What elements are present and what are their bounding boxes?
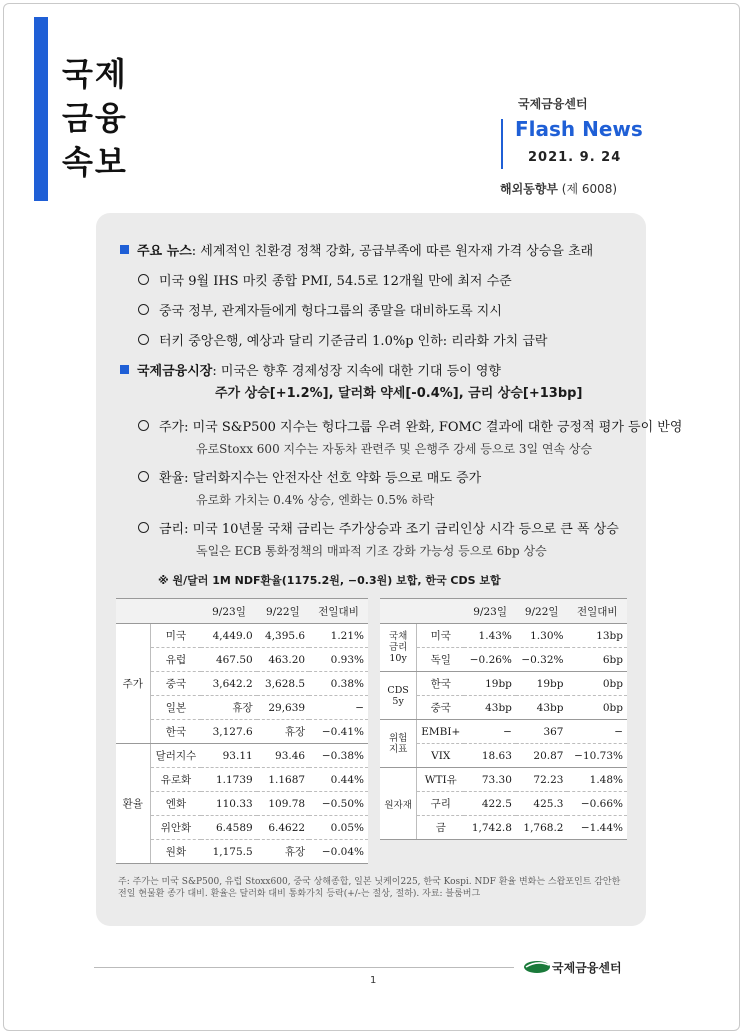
category-cell: CDS 5y: [380, 672, 417, 720]
market-item: 주가: 미국 S&P500 지수는 헝다그룹 우려 완화, FOMC 결과에 대한 긍정적 평가 등이 반영: [138, 416, 682, 435]
col-header: 9/22일: [516, 599, 568, 624]
table-row: 주가 미국 4,449.0 4,395.6 1.21%: [116, 624, 368, 648]
circle-bullet-icon: [138, 334, 149, 345]
news-item: 미국 9월 IHS 마킷 종합 PMI, 54.5로 12개월 만에 최저 수준: [138, 270, 512, 289]
org-name: 국제금융센터: [518, 97, 588, 111]
market-line: 국제금융시장: 미국은 향후 경제성장 지속에 대한 기대 등이 영향: [120, 360, 501, 379]
title-line-2: 금융: [62, 99, 128, 137]
circle-bullet-icon: [138, 304, 149, 315]
title-line-1: 국제: [62, 55, 128, 93]
market-subitem: 유로Stoxx 600 지수는 자동차 관련주 및 은행주 강세 등으로 3일 연속 상승: [196, 442, 593, 456]
col-header: 9/23일: [464, 599, 516, 624]
market-item: 금리: 미국 10년물 국채 금리는 주가상승과 조기 금리인상 시각 등으로 큰 폭 상승: [138, 518, 619, 537]
main-news-line: 주요 뉴스: 세계적인 친환경 정책 강화, 공급부족에 따른 원자재 가격 상승을 초래: [120, 240, 593, 259]
category-cell: 원자재: [380, 768, 417, 840]
circle-bullet-icon: [138, 274, 149, 285]
table-row: 원자재 WTI유 73.30 72.23 1.48%: [380, 768, 627, 792]
col-header: 전일대비: [567, 599, 627, 624]
department: 해외동향부 (제 6008): [500, 182, 618, 196]
market-subitem: 독일은 ECB 통화정책의 매파적 기조 강화 가능성 등으로 6bp 상승: [196, 544, 547, 558]
footnote: 주: 주가는 미국 S&P500, 유럽 Stoxx600, 중국 상해종합, 일본 닛케이225, 한국 Kospi. NDF 환율 변화는 스왑포인트 감안한 전일 현물환 종가 대비. 환율은 달러화 대비 통화가치 등락(+/-는 절상, 절하). 자료: 블룸버그: [118, 877, 621, 899]
col-header: 전일대비: [309, 599, 368, 624]
table-row: 구리 422.5 425.3 −0.66%: [380, 792, 627, 816]
table-row: 환율 달러지수 93.11 93.46 −0.38%: [116, 744, 368, 768]
table-row: 엔화 110.33 109.78 −0.50%: [116, 792, 368, 816]
category-cell: 환율: [116, 744, 150, 864]
right-market-table: [380, 598, 627, 840]
table-row: 유럽 467.50 463.20 0.93%: [116, 648, 368, 672]
footer-divider: [94, 967, 514, 968]
table-row: 독일 −0.26% −0.32% 6bp: [380, 648, 627, 672]
col-header: 9/23일: [201, 599, 256, 624]
table-row: 금 1,742.8 1,768.2 −1.44%: [380, 816, 627, 840]
table-row: 중국 3,642.2 3,628.5 0.38%: [116, 672, 368, 696]
logo-text: 국제금융센터: [552, 961, 622, 975]
flash-news-label: Flash News: [515, 117, 643, 141]
table-row: 유로화 1.1739 1.1687 0.44%: [116, 768, 368, 792]
page-title: [62, 52, 128, 184]
divider-line: [501, 119, 503, 169]
left-market-table: [116, 598, 368, 864]
issue-date: 2021. 9. 24: [528, 150, 622, 165]
table-row: 원화 1,175.5 휴장 −0.04%: [116, 840, 368, 864]
market-item: 환율: 달러화지수는 안전자산 선호 약화 등으로 매도 증가: [138, 467, 481, 486]
accent-bar: [34, 17, 48, 201]
table-row: VIX 18.63 20.87 −10.73%: [380, 744, 627, 768]
square-bullet-icon: [120, 365, 129, 374]
category-cell: 위험 지표: [380, 720, 417, 768]
news-item: 중국 정부, 관계자들에게 헝다그룹의 종말을 대비하도록 지시: [138, 300, 502, 319]
table-row: 일본 휴장 29,639 −: [116, 696, 368, 720]
market-headline: 주가 상승[+1.2%], 달러화 약세[-0.4%], 금리 상승[+13bp]: [215, 386, 583, 401]
kcif-logo-icon: [523, 958, 551, 974]
table-row: 중국 43bp 43bp 0bp: [380, 696, 627, 720]
table-row: 위험 지표 EMBI+ − 367 −: [380, 720, 627, 744]
table-row: 위안화 6.4589 6.4622 0.05%: [116, 816, 368, 840]
square-bullet-icon: [120, 245, 129, 254]
table-row: CDS 5y 한국 19bp 19bp 0bp: [380, 672, 627, 696]
circle-bullet-icon: [138, 471, 149, 482]
category-cell: 국채 금리 10y: [380, 624, 417, 672]
table-row: 한국 3,127.6 휴장 −0.41%: [116, 720, 368, 744]
table-row: 국채 금리 10y 미국 1.43% 1.30% 13bp: [380, 624, 627, 648]
ndf-note: ※ 원/달러 1M NDF환율(1175.2원, −0.3원) 보합, 한국 CDS 보합: [158, 574, 501, 587]
news-item: 터키 중앙은행, 예상과 달리 기준금리 1.0%p 인하: 리라화 가치 급락: [138, 330, 547, 349]
circle-bullet-icon: [138, 420, 149, 431]
title-line-3: 속보: [62, 143, 128, 181]
circle-bullet-icon: [138, 522, 149, 533]
category-cell: 주가: [116, 624, 150, 744]
market-subitem: 유로화 가치는 0.4% 상승, 엔화는 0.5% 하락: [196, 493, 435, 507]
page-number: 1: [370, 975, 377, 986]
col-header: 9/22일: [257, 599, 309, 624]
